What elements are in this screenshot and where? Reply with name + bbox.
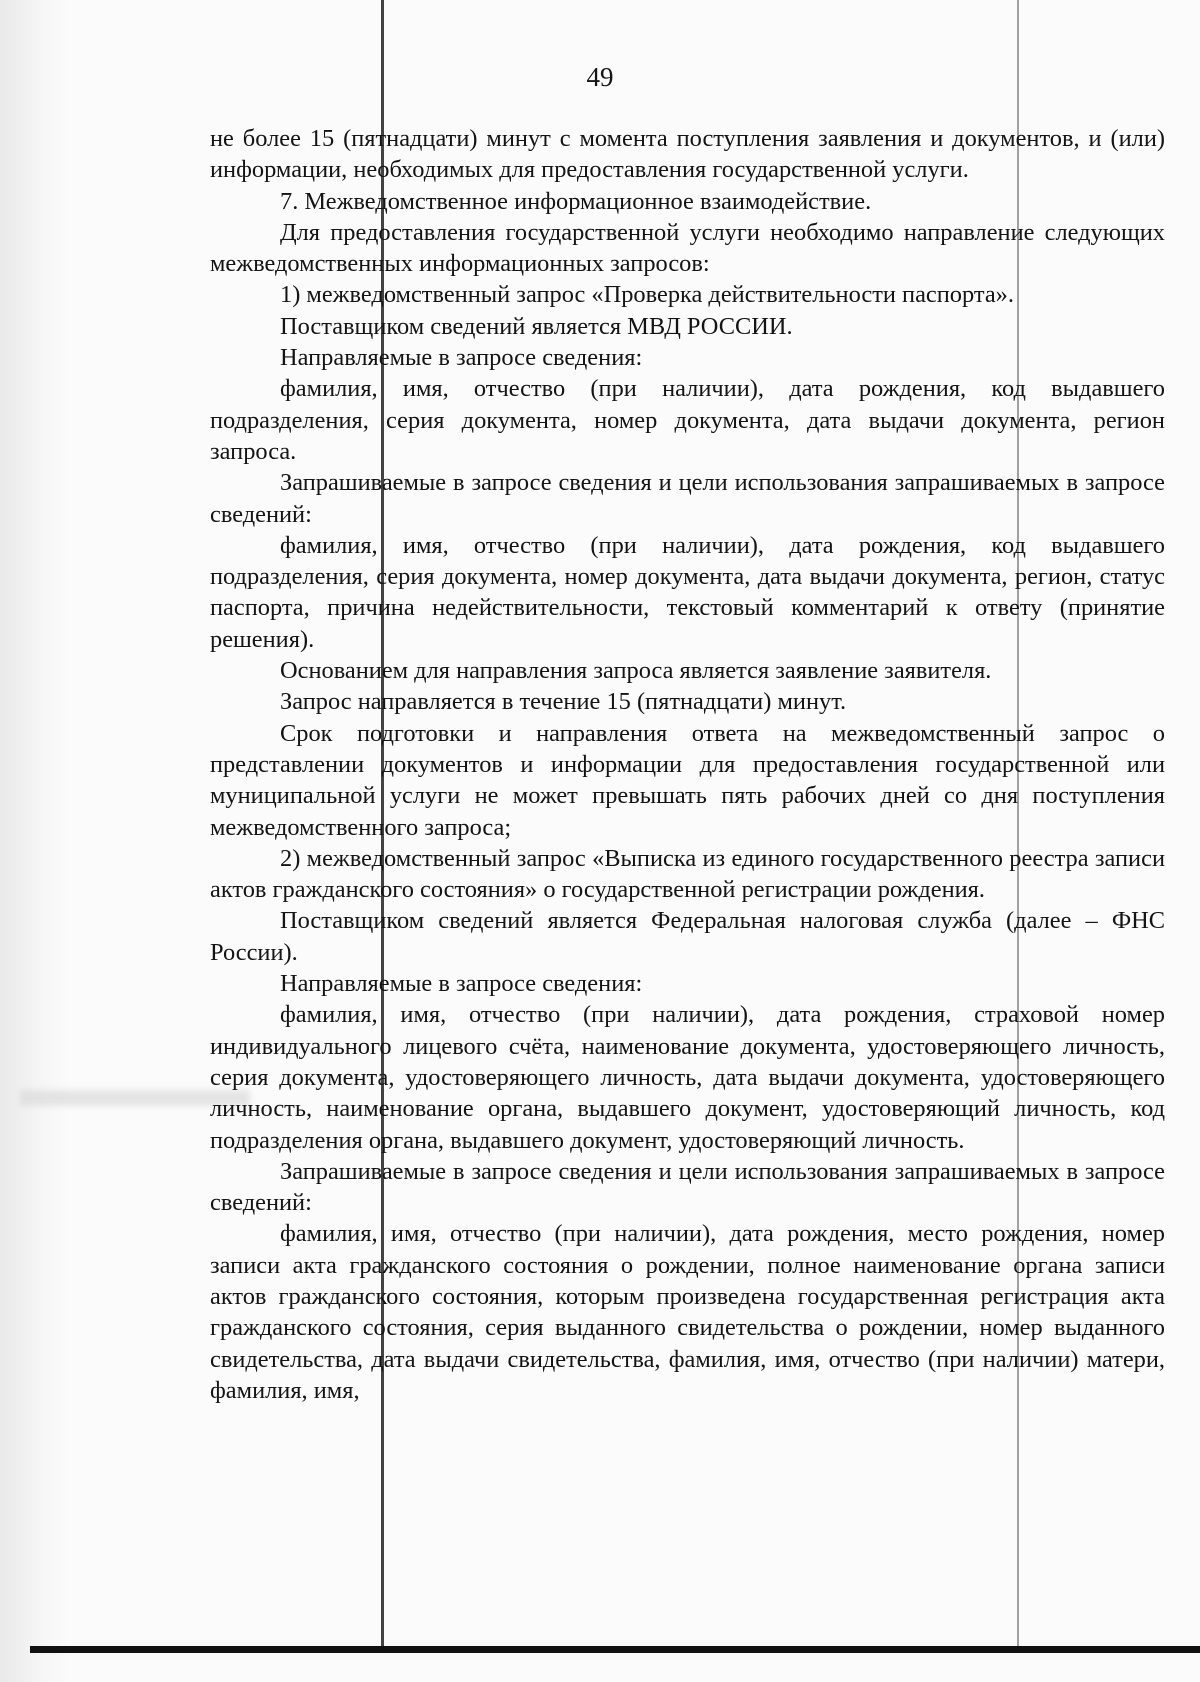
paragraph: фамилия, имя, отчество (при наличии), дата рождения, страховой номер индивидуального лицевого счёта, наименование документа, удостоверяющего личность, серия документа, удостоверяющего личность, дата выдачи документа, удостоверяющего личность, наименование органа, выдавшего документ, удостоверяющий личность, код подразделения органа, выдавшего документ, удостоверяющий личность. [210, 1001, 1165, 1154]
paragraph: Запрашиваемые в запросе сведения и цели использования запрашиваемых в запросе сведений: [210, 469, 1165, 528]
section-heading: 7. Межведомственное информационное взаимодействие. [280, 187, 872, 215]
page-number: 49 [586, 62, 614, 92]
paragraph: Запрашиваемые в запросе сведения и цели использования запрашиваемых в запросе сведений: [210, 1157, 1165, 1217]
paragraph: фамилия, имя, отчество (при наличии), дата рождения, код выдавшего подразделения, серия документа, номер документа, дата выдачи документа, регион запроса. [210, 375, 1165, 465]
scan-shadow [0, 0, 70, 1682]
paragraph: Поставщиком сведений является МВД РОССИИ. [280, 312, 793, 340]
paragraph: Запрос направляется в течение 15 (пятнадцати) минут. [280, 688, 847, 716]
paragraph: Поставщиком сведений является Федеральная налоговая служба (далее – ФНС России). [210, 907, 1165, 966]
paragraph: Направляемые в запросе сведения: [280, 344, 643, 372]
paragraph: Основанием для направления запроса является заявление заявителя. [280, 657, 992, 685]
list-item: 1) межведомственный запрос «Проверка действительности паспорта». [280, 281, 1014, 309]
list-item: 2) межведомственный запрос «Выписка из единого государственного реестра записи актов гражданского состояния» о государственной регистрации рождения. [210, 844, 1165, 904]
paragraph: Направляемые в запросе сведения: [280, 970, 643, 998]
document-body [210, 123, 1165, 1406]
paragraph: фамилия, имя, отчество (при наличии), дата рождения, место рождения, номер записи акта гражданского состояния о рождении, полное наименование органа записи актов гражданского состояния, которым произведена государственная регистрация акта гражданского состояния, серия выданного свидетельства о рождении, номер выданного свидетельства, дата выдачи свидетельства, фамилия, имя, отчество (при наличии) матери, фамилия, имя, [210, 1220, 1165, 1404]
paragraph: Для предоставления государственной услуги необходимо направление следующих межведомственных информационных запросов: [210, 218, 1165, 278]
paragraph: Срок подготовки и направления ответа на межведомственный запрос о представлении документов и информации для предоставления государственной или муниципальной услуги не может превышать пять рабочих дней со дня поступления межведомственного запроса; [210, 719, 1165, 841]
paragraph: фамилия, имя, отчество (при наличии), дата рождения, код выдавшего подразделения, серия документа, номер документа, дата выдачи документа, регион, статус паспорта, причина недействительности, текстовый комментарий к ответу (принятие решения). [210, 531, 1165, 653]
scan-bottom-edge [30, 1646, 1200, 1653]
paragraph: не более 15 (пятнадцати) минут с момента поступления заявления и документов, и (или) информации, необходимых для предоставления государственной услуги. [210, 125, 1165, 184]
